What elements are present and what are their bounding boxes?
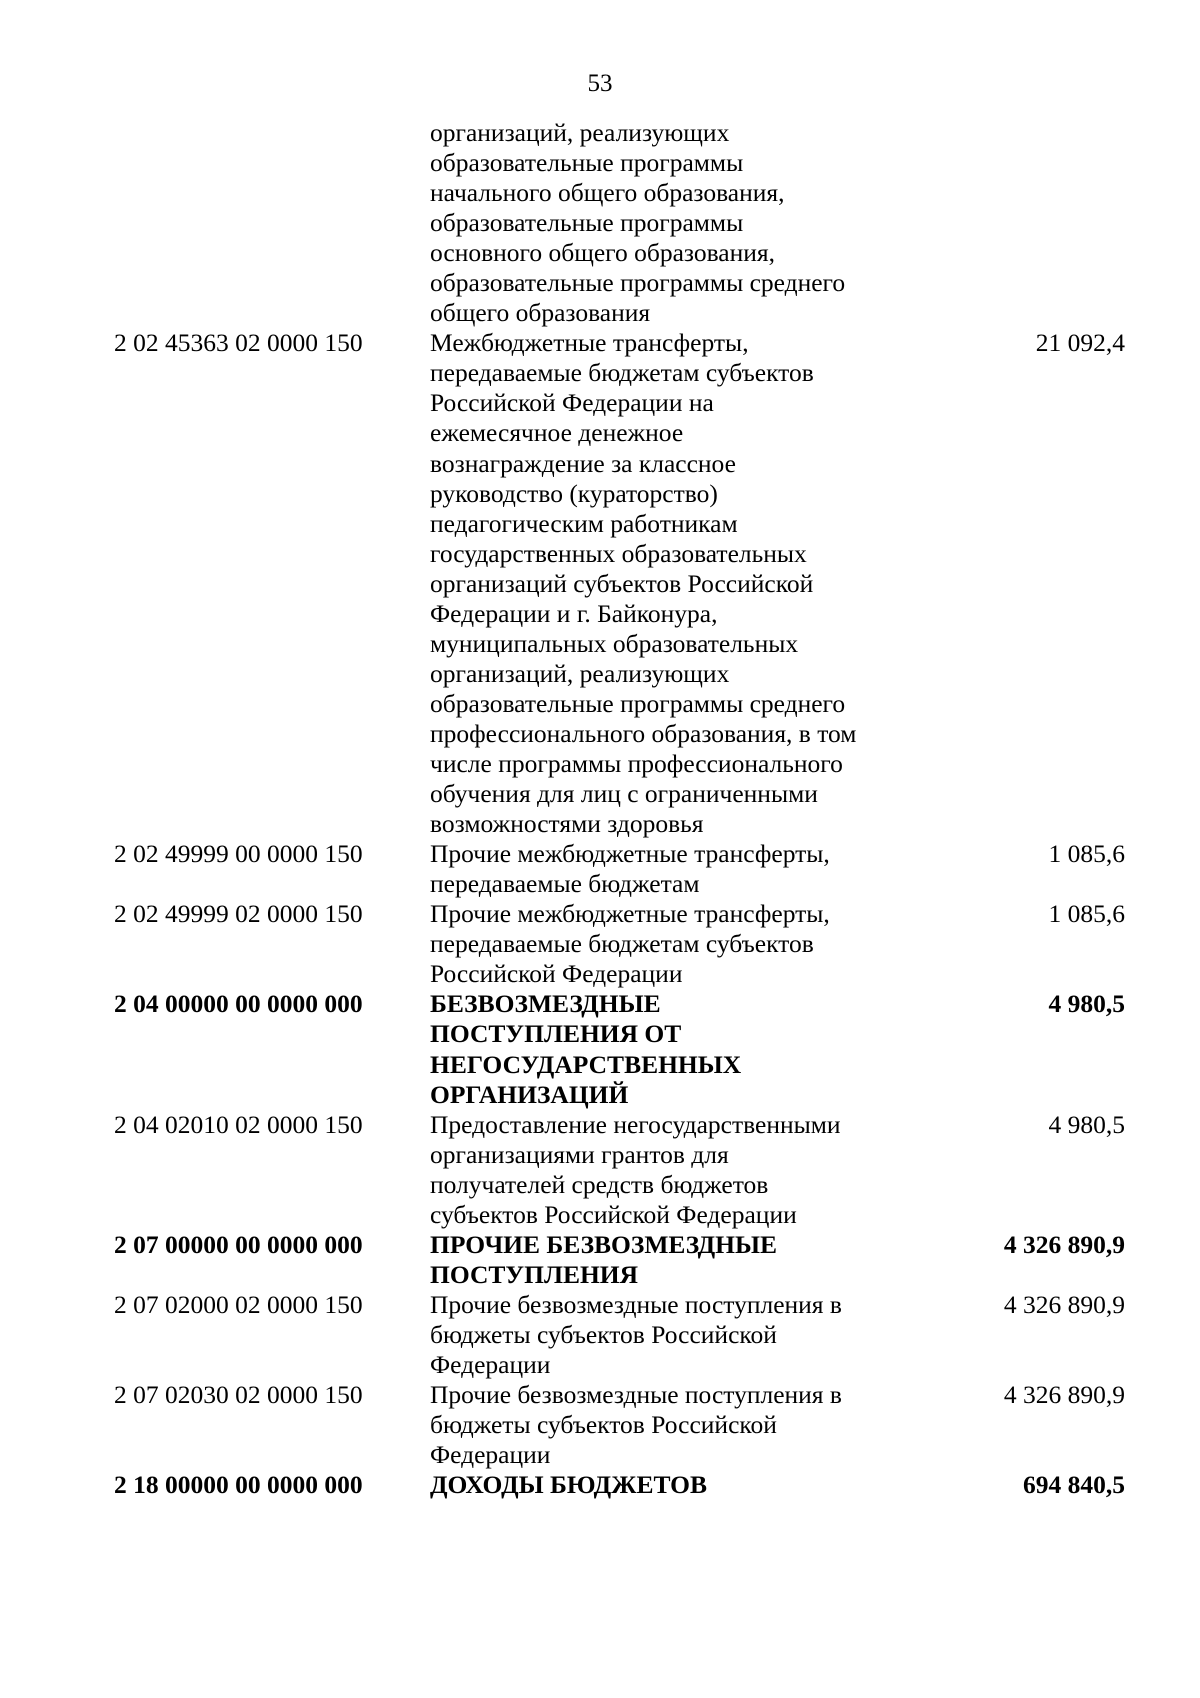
budget-code: 2 02 49999 02 0000 150 <box>114 899 363 929</box>
amount-value: 4 326 890,9 <box>1003 1229 1125 1259</box>
description-line: Российской Федерации <box>430 959 683 989</box>
budget-code: 2 07 00000 00 0000 000 <box>114 1229 363 1259</box>
description-line: государственных образовательных <box>430 538 807 568</box>
description-line: общего образования <box>430 298 651 328</box>
description-line: Федерации и г. Байконура, <box>430 598 718 628</box>
description-line: Российской Федерации на <box>430 388 714 418</box>
description-line: БЕЗВОЗМЕЗДНЫЕ <box>430 989 661 1019</box>
description-line: основного общего образования, <box>430 238 775 268</box>
budget-code: 2 07 02000 02 0000 150 <box>114 1289 363 1319</box>
description-line: муниципальных образовательных <box>430 628 799 658</box>
amount-value: 4 326 890,9 <box>1003 1380 1125 1410</box>
description-line: бюджеты субъектов Российской <box>430 1319 777 1349</box>
description-line: образовательные программы среднего <box>430 268 846 298</box>
budget-code: 2 02 45363 02 0000 150 <box>114 328 363 358</box>
budget-code: 2 18 00000 00 0000 000 <box>114 1470 363 1500</box>
description-line: Федерации <box>430 1350 551 1380</box>
revenue-description <box>430 1379 930 1469</box>
description-line: Федерации <box>430 1440 551 1470</box>
description-line: руководство (кураторство) <box>430 478 718 508</box>
amount-value: 1 085,6 <box>1048 899 1125 929</box>
description-line: бюджеты субъектов Российской <box>430 1410 777 1440</box>
description-line: организациями грантов для <box>430 1139 729 1169</box>
description-line: Межбюджетные трансферты, <box>430 328 749 358</box>
description-line: образовательные программы среднего <box>430 688 846 718</box>
description-line: передаваемые бюджетам <box>430 869 700 899</box>
description-line: Предоставление негосударственными <box>430 1109 841 1139</box>
budget-code: 2 02 49999 00 0000 150 <box>114 839 363 869</box>
description-line: организаций, реализующих <box>430 118 730 147</box>
description-line: передаваемые бюджетам субъектов <box>430 929 814 959</box>
description-line: ежемесячное денежное <box>430 418 684 448</box>
revenue-description <box>430 327 930 838</box>
amount-value: 4 980,5 <box>1048 1109 1125 1139</box>
budget-code: 2 07 02030 02 0000 150 <box>114 1380 363 1410</box>
revenue-description <box>430 1289 930 1379</box>
description-line: Прочие безвозмездные поступления в <box>430 1289 842 1319</box>
description-line: Прочие безвозмездные поступления в <box>430 1380 842 1410</box>
revenue-description <box>430 838 930 898</box>
description-line: вознаграждение за классное <box>430 448 736 478</box>
description-line: организаций субъектов Российской <box>430 568 814 598</box>
page-number: 53 <box>587 70 613 97</box>
amount-value: 4 980,5 <box>1048 989 1125 1019</box>
description-line: возможностями здоровья <box>430 809 704 839</box>
description-line: НЕГОСУДАРСТВЕННЫХ <box>430 1049 742 1079</box>
description-line: Прочие межбюджетные трансферты, <box>430 839 830 869</box>
description-line: педагогическим работникам <box>430 508 738 538</box>
revenue-description <box>430 898 930 988</box>
revenue-description <box>430 117 930 327</box>
amount-value: 4 326 890,9 <box>1003 1289 1125 1319</box>
description-line: субъектов Российской Федерации <box>430 1199 797 1229</box>
description-line: ПОСТУПЛЕНИЯ ОТ <box>430 1019 682 1049</box>
description-line: передаваемые бюджетам субъектов <box>430 358 814 388</box>
description-line: обучения для лиц с ограниченными <box>430 779 818 809</box>
description-line: ДОХОДЫ БЮДЖЕТОВ <box>430 1470 707 1500</box>
revenue-description <box>430 988 930 1108</box>
revenue-description <box>430 1469 930 1499</box>
description-line: ПОСТУПЛЕНИЯ <box>430 1259 639 1289</box>
revenue-description <box>430 1109 930 1229</box>
budget-code: 2 04 00000 00 0000 000 <box>114 989 363 1019</box>
description-line: профессионального образования, в том <box>430 718 857 748</box>
description-line: организаций, реализующих <box>430 658 730 688</box>
description-line: числе программы профессионального <box>430 749 843 778</box>
description-line: начального общего образования, <box>430 178 785 208</box>
description-line: Прочие межбюджетные трансферты, <box>430 899 830 929</box>
budget-code: 2 04 02010 02 0000 150 <box>114 1109 363 1139</box>
amount-value: 1 085,6 <box>1048 839 1125 869</box>
description-line: образовательные программы <box>430 208 744 238</box>
description-line: ОРГАНИЗАЦИЙ <box>430 1079 629 1109</box>
revenue-description <box>430 1229 930 1289</box>
amount-value: 694 840,5 <box>1023 1470 1125 1500</box>
description-line: образовательные программы <box>430 148 744 178</box>
description-line: получателей средств бюджетов <box>430 1169 769 1199</box>
description-line: ПРОЧИЕ БЕЗВОЗМЕЗДНЫЕ <box>430 1229 778 1259</box>
amount-value: 21 092,4 <box>1035 328 1125 358</box>
